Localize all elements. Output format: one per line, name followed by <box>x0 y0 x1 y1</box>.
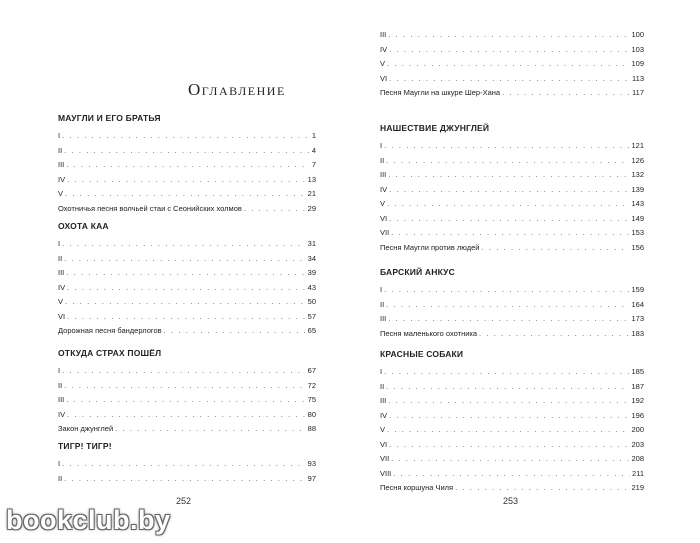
toc-entry-page: 29 <box>307 203 316 213</box>
toc-entry-page: 80 <box>307 409 316 419</box>
toc-section <box>380 266 644 341</box>
dot-leader <box>386 154 629 169</box>
toc-entry-page: 13 <box>307 174 316 184</box>
dot-leader <box>62 364 306 379</box>
dot-leader <box>66 266 305 281</box>
toc-entry <box>380 380 644 395</box>
toc-entry <box>380 197 644 212</box>
dot-leader <box>388 28 629 43</box>
toc-entry-label: VII <box>380 454 390 463</box>
toc-entry-label: IV <box>58 409 66 419</box>
toc-entry-label: V <box>58 189 64 198</box>
toc-entry <box>380 212 644 227</box>
toc-entry-page: 173 <box>631 314 644 323</box>
toc-entry-label: VI <box>380 439 388 449</box>
toc-entry <box>380 226 644 241</box>
toc-entry <box>58 472 316 487</box>
toc-entry-page: 72 <box>307 380 316 390</box>
toc-entry <box>380 154 644 169</box>
toc-entry-page: 4 <box>311 145 316 155</box>
toc-entry-label: Дорожная песня бандерлогов <box>58 326 162 335</box>
toc-entry-label: I <box>380 285 383 294</box>
toc-entry <box>380 394 644 409</box>
toc-entry-label: IV <box>380 44 388 54</box>
toc-entry <box>380 57 644 72</box>
section-heading: МАУГЛИ И ЕГО БРАТЬЯ <box>58 113 161 123</box>
toc-entry-page: 39 <box>307 268 316 277</box>
toc-entry-page: 7 <box>311 160 316 169</box>
dot-leader <box>387 197 629 212</box>
toc-entry <box>58 295 316 310</box>
toc-entry-page: 97 <box>307 473 316 483</box>
toc-entry-label: I <box>58 239 61 248</box>
dot-leader <box>62 129 310 144</box>
toc-entry <box>380 168 644 183</box>
toc-entry-page: 31 <box>307 239 316 248</box>
toc-entry-page: 185 <box>631 367 644 376</box>
dot-leader <box>502 86 630 101</box>
toc-entry-page: 192 <box>631 396 644 405</box>
toc-entry-page: 88 <box>307 424 316 433</box>
dot-leader <box>389 183 629 198</box>
toc-entry-label: II <box>58 253 63 263</box>
toc-entry <box>380 452 644 467</box>
toc-entry <box>58 187 316 202</box>
toc-entry-page: 121 <box>631 141 644 150</box>
toc-entry <box>58 266 316 281</box>
dot-leader <box>388 168 629 183</box>
toc-entry-page: 139 <box>631 184 644 194</box>
toc-entry-label: II <box>380 381 385 391</box>
toc-entry <box>58 324 316 339</box>
dot-leader <box>393 467 630 482</box>
toc-entry <box>58 252 316 267</box>
toc-entry-label: III <box>380 30 387 39</box>
toc-entry-page: 67 <box>307 366 316 375</box>
toc-entry-label: V <box>58 297 64 306</box>
toc-entry-page: 57 <box>307 311 316 321</box>
toc-entry <box>380 365 644 380</box>
toc-entry-page: 159 <box>631 285 644 294</box>
dot-leader <box>386 298 629 313</box>
toc-entry-page: 113 <box>632 73 644 83</box>
toc-entry-label: VI <box>380 73 388 83</box>
dot-leader <box>67 173 306 188</box>
toc-entry-page: 117 <box>632 88 644 97</box>
toc-entry-page: 200 <box>631 425 644 434</box>
dot-leader <box>164 324 306 339</box>
dot-leader <box>384 139 629 154</box>
toc-entry-label: III <box>58 160 65 169</box>
dot-leader <box>67 281 306 296</box>
toc-entry-label: Песня Маугли на шкуре Шер-Хана <box>380 88 501 97</box>
toc-entry <box>58 379 316 394</box>
toc-entry <box>380 298 644 313</box>
toc-entry <box>58 393 316 408</box>
dot-leader <box>64 144 310 159</box>
toc-entry <box>58 281 316 296</box>
toc-entry-page: 21 <box>307 189 316 198</box>
toc-entry <box>380 327 644 342</box>
toc-entry-label: Закон джунглей <box>58 424 114 433</box>
toc-entry-page: 208 <box>631 454 644 463</box>
dot-leader <box>479 327 629 342</box>
right-page-number: 253 <box>503 496 519 506</box>
bookclub-watermark: bookclub.by <box>6 505 171 535</box>
section-heading: НАШЕСТВИЕ ДЖУНГЛЕЙ <box>380 123 490 133</box>
toc-entry <box>380 283 644 298</box>
toc-entry-page: 50 <box>307 297 316 306</box>
section-heading: КРАСНЫЕ СОБАКИ <box>380 349 464 359</box>
dot-leader <box>482 241 630 256</box>
dot-leader <box>389 43 629 58</box>
toc-entry-label: V <box>380 425 386 434</box>
toc-entry <box>380 43 644 58</box>
toc-entry-page: 65 <box>307 326 316 335</box>
toc-entry-page: 211 <box>632 468 644 478</box>
dot-leader <box>64 472 305 487</box>
dot-leader <box>387 423 629 438</box>
section-heading: ОТКУДА СТРАХ ПОШЁЛ <box>58 348 162 358</box>
toc-entry-page: 203 <box>631 439 644 449</box>
toc-entry-page: 103 <box>631 44 644 54</box>
toc-entry-page: 143 <box>631 199 644 208</box>
toc-entry <box>58 457 316 472</box>
dot-leader <box>64 252 305 267</box>
dot-leader <box>391 452 629 467</box>
dot-leader <box>389 72 630 87</box>
toc-entry-page: 164 <box>631 299 644 309</box>
toc-entry <box>380 139 644 154</box>
toc-section <box>380 122 644 255</box>
toc-entry-label: VI <box>380 213 388 223</box>
section-heading: БАРСКИЙ АНКУС <box>380 267 455 277</box>
toc-entry-label: I <box>58 459 61 468</box>
toc-section <box>58 112 316 216</box>
toc-entry-label: I <box>380 141 383 150</box>
toc-entry <box>58 202 316 217</box>
toc-entry-page: 109 <box>631 59 644 68</box>
toc-section <box>380 28 644 101</box>
toc-entry-label: Песня Маугли против людей <box>380 242 480 252</box>
section-heading: ТИГР! ТИГР! <box>58 441 112 451</box>
toc-entry-label: I <box>380 367 383 376</box>
toc-entry-label: V <box>380 199 386 208</box>
toc-entry-page: 149 <box>631 213 644 223</box>
toc-section <box>380 348 644 496</box>
toc-entry-page: 126 <box>631 155 644 165</box>
toc-entry-page: 153 <box>631 228 644 237</box>
dot-leader <box>455 481 629 496</box>
dot-leader <box>389 212 629 227</box>
toc-entry <box>58 408 316 423</box>
dot-leader <box>62 457 306 472</box>
dot-leader <box>64 379 305 394</box>
toc-entry-label: IV <box>380 184 388 194</box>
toc-entry-page: 132 <box>631 170 644 179</box>
dot-leader <box>66 393 305 408</box>
toc-entry-label: V <box>380 59 386 68</box>
toc-entry <box>380 438 644 453</box>
toc-entry-label: VI <box>58 311 66 321</box>
toc-entry <box>380 241 644 256</box>
toc-entry <box>58 310 316 325</box>
dot-leader <box>67 408 306 423</box>
dot-leader <box>66 158 310 173</box>
toc-entry-label: III <box>58 268 65 277</box>
dot-leader <box>391 226 629 241</box>
toc-entry <box>380 481 644 496</box>
toc-entry <box>380 183 644 198</box>
toc-entry <box>380 28 644 43</box>
dot-leader <box>386 380 629 395</box>
toc-entry-label: II <box>380 299 385 309</box>
dot-leader <box>115 422 306 437</box>
toc-entry-label: I <box>58 366 61 375</box>
toc-entry <box>58 144 316 159</box>
toc-entry <box>380 467 644 482</box>
dot-leader <box>384 365 629 380</box>
toc-entry-page: 183 <box>631 328 644 338</box>
toc-entry-page: 75 <box>307 395 316 404</box>
toc-entry <box>58 364 316 379</box>
toc-entry <box>58 158 316 173</box>
toc-entry-page: 187 <box>631 381 644 391</box>
toc-entry-page: 34 <box>307 253 316 263</box>
toc-entry-label: II <box>58 145 63 155</box>
toc-entry-page: 196 <box>631 410 644 420</box>
toc-entry-page: 93 <box>307 459 316 468</box>
toc-entry-label: I <box>58 131 61 140</box>
toc-entry-label: IV <box>58 282 66 292</box>
toc-entry-label: II <box>58 473 63 483</box>
dot-leader <box>388 394 629 409</box>
toc-entry <box>58 237 316 252</box>
toc-entry-label: IV <box>380 410 388 420</box>
toc-entry <box>380 72 644 87</box>
toc-entry <box>380 86 644 101</box>
toc-entry-label: VIII <box>380 468 392 478</box>
left-page-number: 252 <box>176 496 192 506</box>
toc-title: Оглавление <box>188 80 286 99</box>
toc-entry <box>58 422 316 437</box>
toc-entry <box>58 173 316 188</box>
toc-entry-label: Песня маленького охотника <box>380 328 478 338</box>
section-heading: ОХОТА КАА <box>58 221 109 231</box>
dot-leader <box>389 409 629 424</box>
dot-leader <box>387 57 629 72</box>
toc-section <box>58 347 316 437</box>
toc-entry <box>380 312 644 327</box>
toc-entry-label: Песня коршуна Чиля <box>380 483 454 492</box>
dot-leader <box>384 283 629 298</box>
dot-leader <box>65 295 306 310</box>
toc-entry-label: Охотничья песня волчьей стаи с Сеонийских холмов <box>58 203 242 213</box>
dot-leader <box>244 202 306 217</box>
toc-entry-page: 100 <box>631 30 644 39</box>
toc-entry-label: VII <box>380 228 390 237</box>
toc-entry-label: III <box>380 396 387 405</box>
toc-entry-label: II <box>58 380 63 390</box>
dot-leader <box>389 438 629 453</box>
dot-leader <box>65 187 306 202</box>
toc-entry <box>380 409 644 424</box>
toc-entry-page: 219 <box>631 483 644 492</box>
toc-entry-label: III <box>58 395 65 404</box>
dot-leader <box>62 237 306 252</box>
toc-entry-label: II <box>380 155 385 165</box>
toc-entry-page: 1 <box>311 131 316 140</box>
toc-section <box>58 220 316 339</box>
toc-entry-label: IV <box>58 174 66 184</box>
toc-entry-label: III <box>380 170 387 179</box>
toc-section <box>58 440 316 486</box>
dot-leader <box>388 312 629 327</box>
toc-entry-page: 156 <box>631 242 644 252</box>
toc-entry <box>58 129 316 144</box>
toc-entry <box>380 423 644 438</box>
dot-leader <box>67 310 306 325</box>
toc-entry-page: 43 <box>307 282 316 292</box>
toc-entry-label: III <box>380 314 387 323</box>
